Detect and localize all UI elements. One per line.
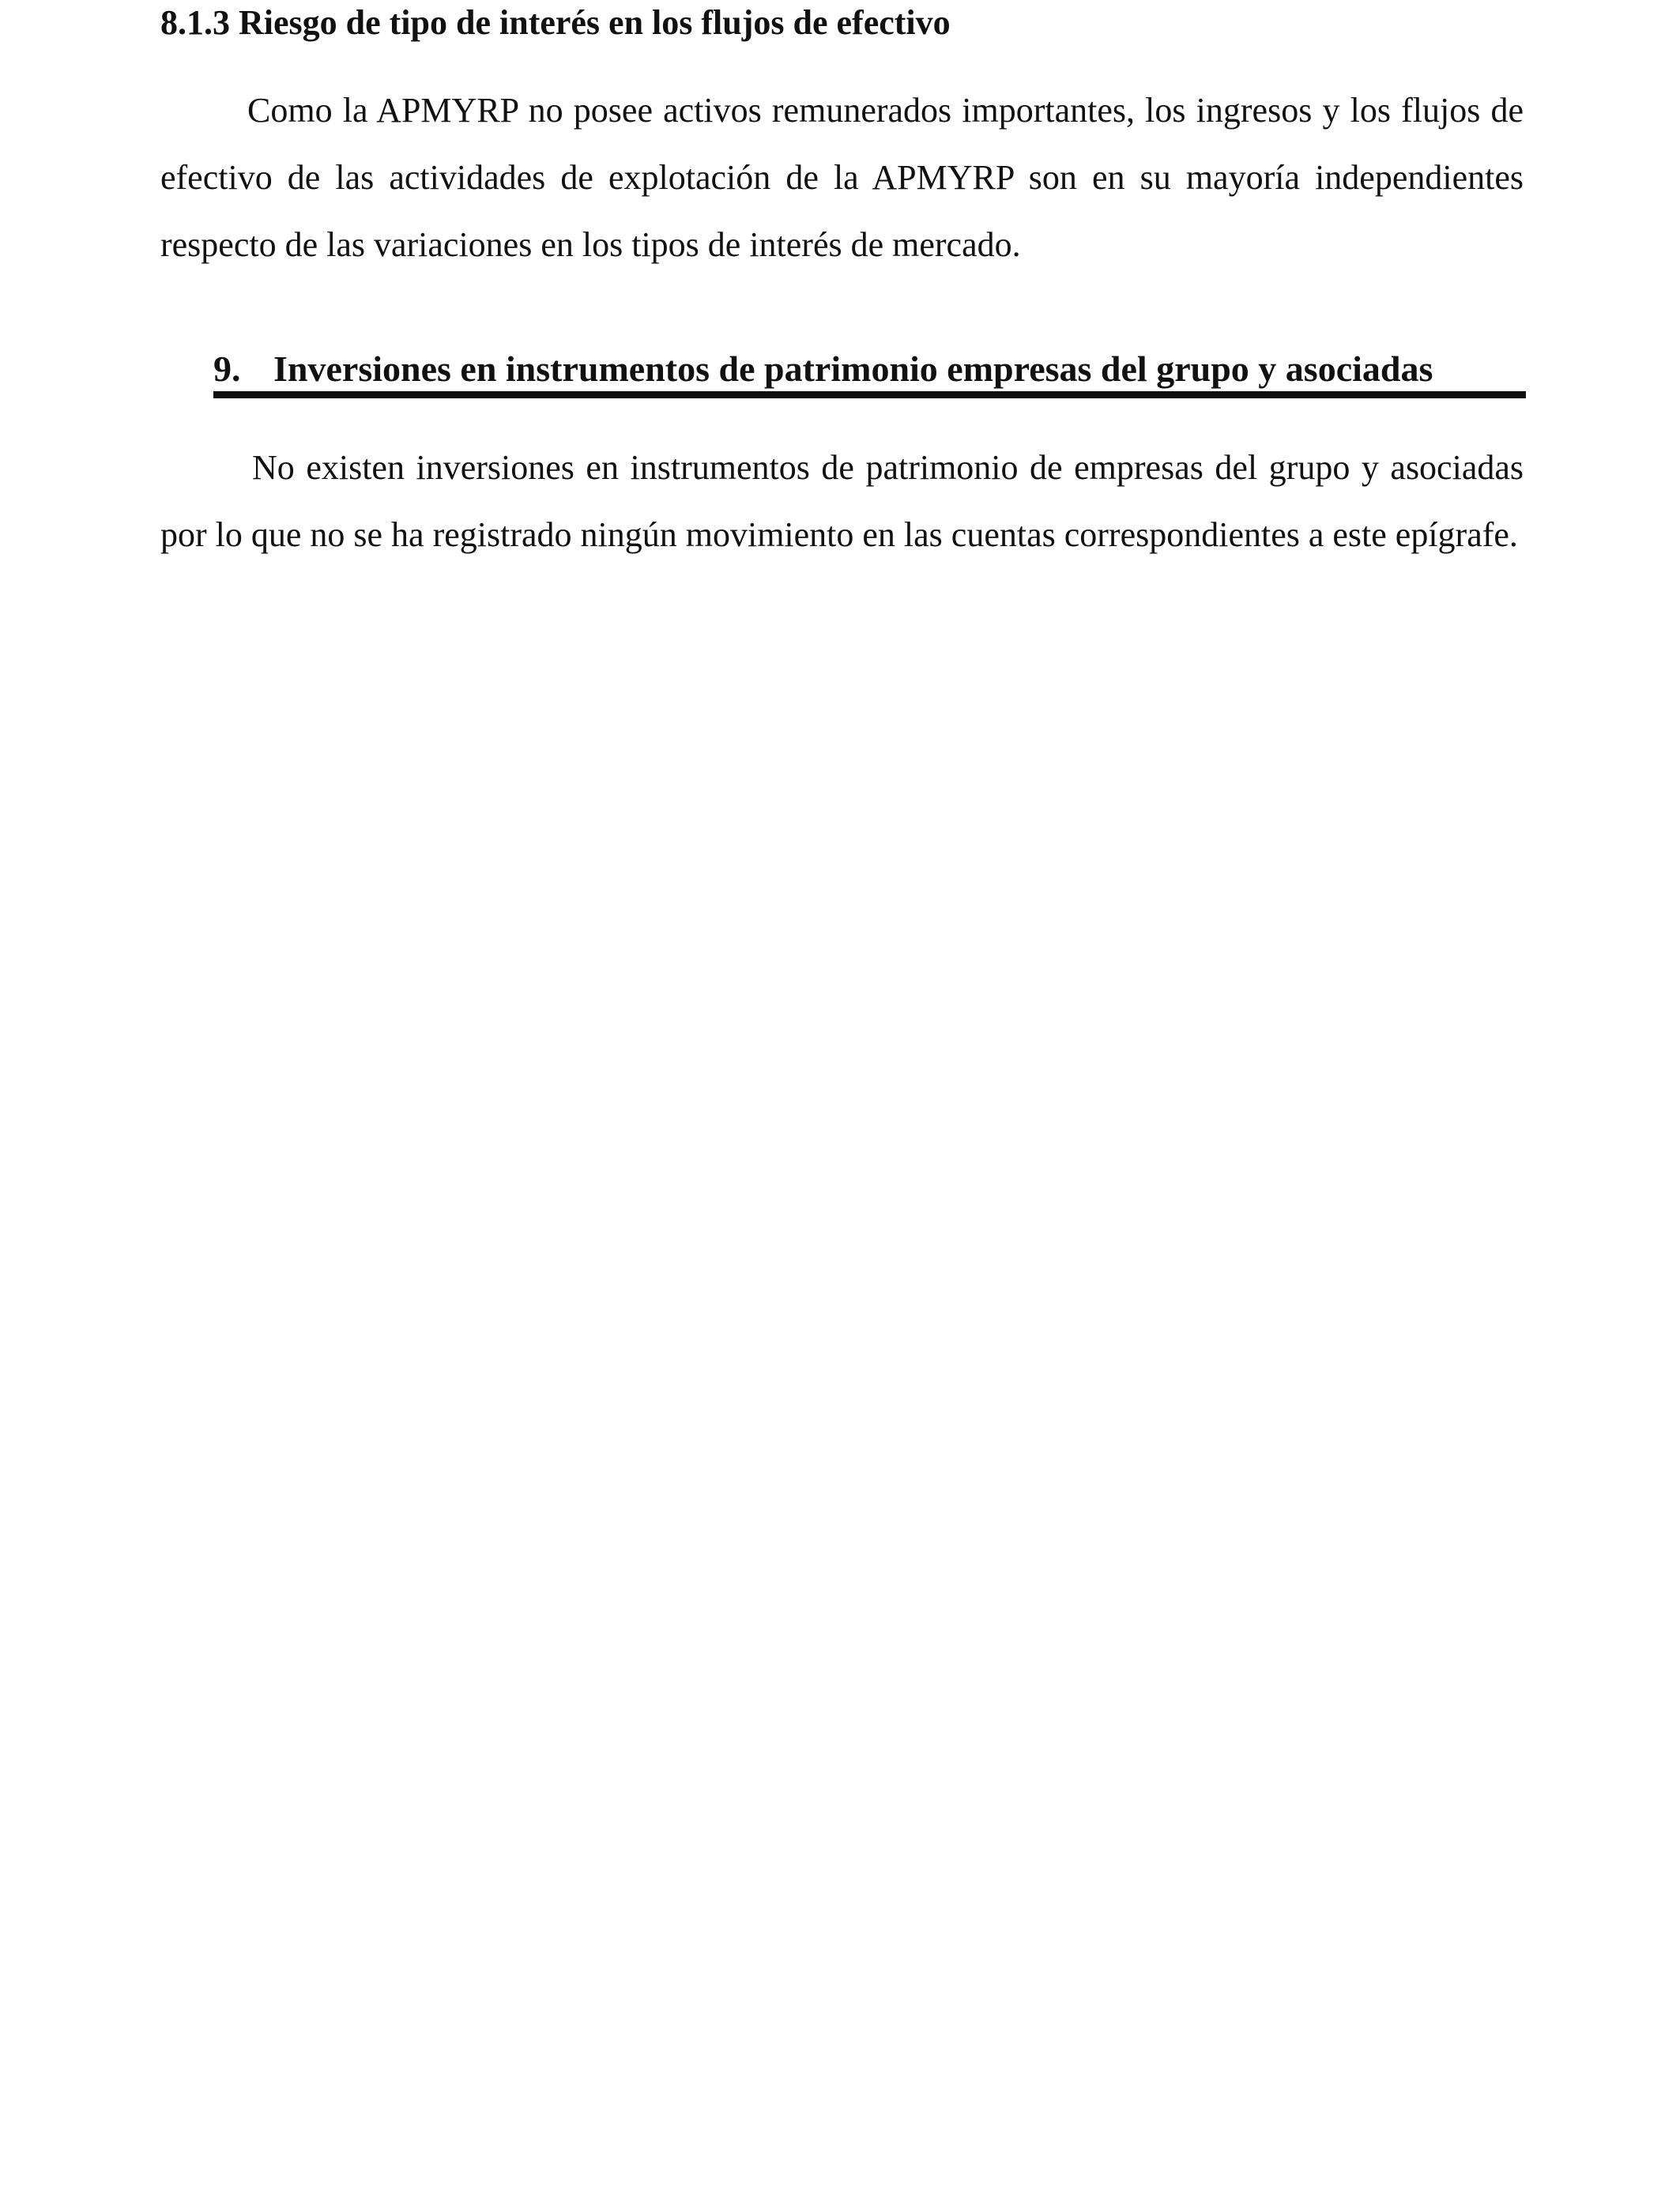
subsection-heading: 8.1.3 Riesgo de tipo de interés en los flujos de efectivo bbox=[160, 3, 951, 42]
section-title: Inversiones en instrumentos de patrimonio empresas del grupo y asociadas bbox=[273, 349, 1433, 389]
section-underline-rule bbox=[213, 391, 1526, 398]
section-paragraph: No existen inversiones en instrumentos de patrimonio de empresas del grupo y asociadas por lo que no se ha registrado ningún movimiento en las cuentas correspondientes a este epígrafe. bbox=[160, 448, 1524, 554]
section-heading bbox=[213, 346, 1525, 392]
section-number: 9. bbox=[213, 349, 241, 389]
subsection-paragraph: Como la APMYRP no posee activos remunerados importantes, los ingresos y los flujos de efectivo de las actividades de explotación de la APMYRP son en su mayoría independientes respecto de las variaciones en los tipos de interés de mercado. bbox=[160, 91, 1524, 264]
